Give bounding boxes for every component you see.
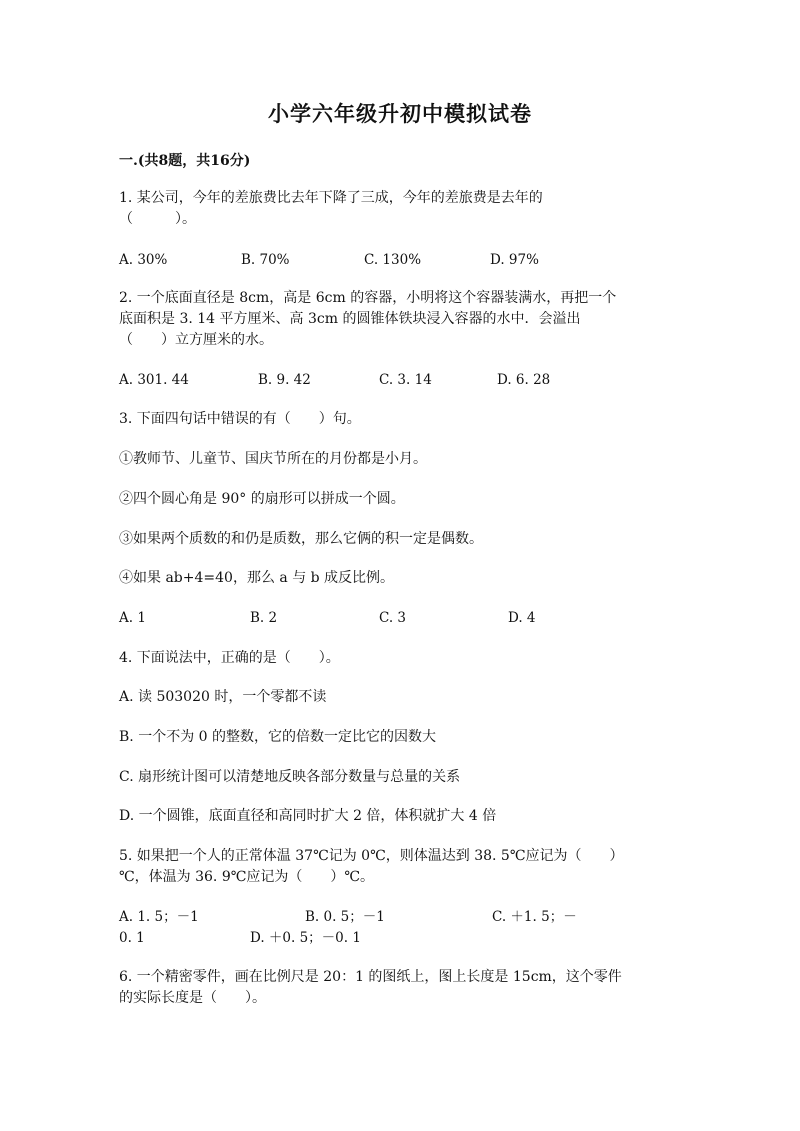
q3-statement-4: ④如果 ab+4=40，那么 a 与 b 成反比例。 [119,570,395,586]
q2-option-b: B. 9. 42 [258,372,311,388]
q1-option-a: A. 30% [119,252,168,268]
q4-option-b: B. 一个不为 0 的整数，它的倍数一定比它的因数大 [119,729,436,745]
q1-option-c: C. 130% [364,252,422,268]
q5-option-b: B. 0. 5；－1 [305,909,385,925]
q4-option-a: A. 读 503020 时，一个零都不读 [119,689,327,705]
q3-statement-3: ③如果两个质数的和仍是质数，那么它俩的积一定是偶数。 [119,531,483,547]
q5-stem-line1: 5. 如果把一个人的正常体温 37℃记为 0℃，则体温达到 38. 5℃应记为（ ） [119,848,624,864]
q3-option-d: D. 4 [508,610,536,626]
q5-option-c-continued: 0. 1 [119,930,145,946]
q6-stem-line2: 的实际长度是（ ）。 [119,990,266,1006]
q3-statement-2: ②四个圆心角是 90° 的扇形可以拼成一个圆。 [119,491,405,507]
q3-statement-1: ①教师节、儿童节、国庆节所在的月份都是小月。 [119,451,427,467]
q1-stem-line2: （ ）。 [119,211,196,227]
q1-stem-line1: 1. 某公司，今年的差旅费比去年下降了三成，今年的差旅费是去年的 [119,190,543,206]
q2-option-c: C. 3. 14 [379,372,432,388]
q4-stem: 4. 下面说法中，正确的是（ ）。 [119,650,340,666]
q5-option-a: A. 1. 5；－1 [119,909,199,925]
q3-option-b: B. 2 [250,610,278,626]
q6-stem-line1: 6. 一个精密零件，画在比例尺是 20：1 的图纸上，图上长度是 15cm，这个零件 [119,969,622,985]
q4-option-d: D. 一个圆锥，底面直径和高同时扩大 2 倍，体积就扩大 4 倍 [119,808,497,824]
q3-option-c: C. 3 [379,610,407,626]
q2-stem-line2: 底面积是 3. 14 平方厘米、高 3cm 的圆锥体铁块浸入容器的水中．会溢出 [119,311,581,327]
q3-stem: 3. 下面四句话中错误的有（ ）句。 [119,411,361,427]
section-heading: 一.(共8题，共16分) [119,153,251,169]
q1-option-b: B. 70% [241,252,290,268]
q2-option-d: D. 6. 28 [497,372,551,388]
q3-option-a: A. 1 [119,610,146,626]
q2-option-a: A. 301. 44 [119,372,189,388]
q5-stem-line2: ℃，体温为 36. 9℃应记为（ ）℃。 [119,869,375,885]
q4-option-c: C. 扇形统计图可以清楚地反映各部分数量与总量的关系 [119,769,461,785]
q2-stem-line3: （ ）立方厘米的水。 [119,332,273,348]
q1-option-d: D. 97% [490,252,539,268]
page-title: 小学六年级升初中模拟试卷 [268,101,532,126]
q5-option-c: C. ＋1. 5；－ [492,909,577,925]
q2-stem-line1: 2. 一个底面直径是 8cm，高是 6cm 的容器，小明将这个容器装满水，再把一个 [119,290,617,306]
q5-option-d: D. ＋0. 5；－0. 1 [250,930,361,946]
